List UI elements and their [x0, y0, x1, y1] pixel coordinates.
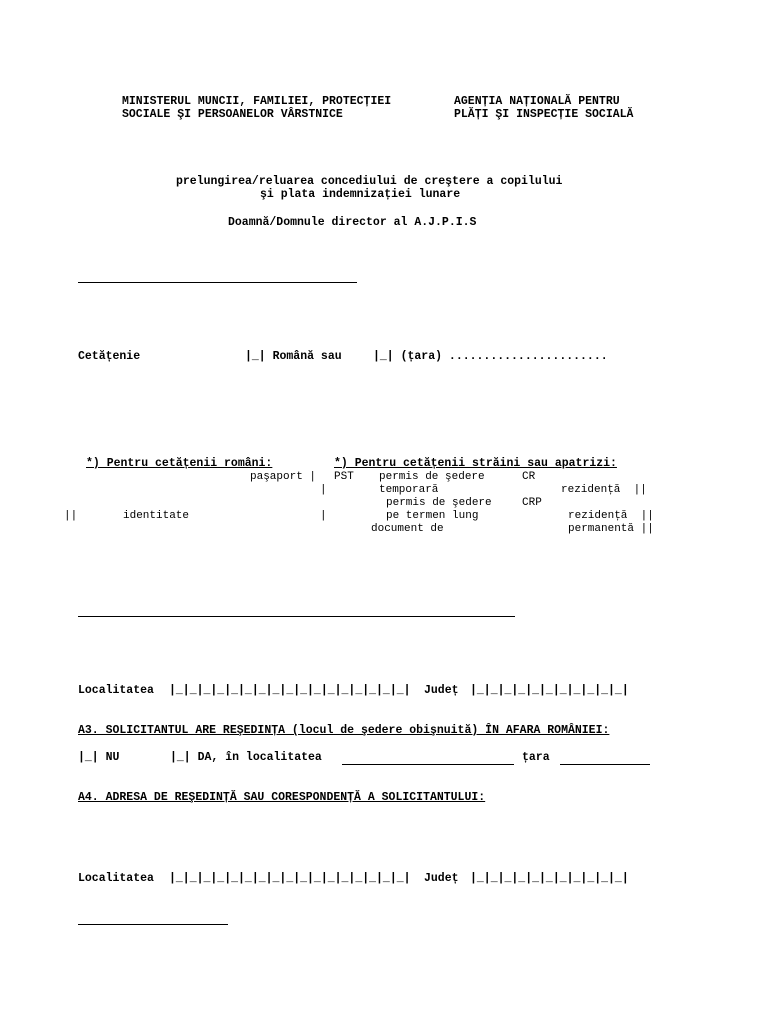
pst-label: PST	[334, 471, 354, 483]
localitate-field-line[interactable]	[342, 764, 514, 765]
permanenta-label: permanentă ||	[568, 523, 654, 535]
citizenship-label: Cetățenie	[78, 350, 141, 363]
cr-label: CR	[522, 471, 536, 483]
localitate-label: Localitatea	[78, 684, 154, 697]
permis-sedere-label: permis de şedere	[386, 497, 492, 509]
localitate-label: Localitatea	[78, 872, 154, 885]
identitate-label: identitate	[123, 510, 190, 522]
citizenship-other-checkbox[interactable]: |_| (țara) .......................	[373, 350, 608, 363]
crp-label: CRP	[522, 497, 542, 509]
temporara-label: temporară	[379, 484, 439, 496]
section-a3-heading: A3. SOLICITANTUL ARE REŞEDINȚA (locul de şedere obişnuită) ÎN AFARA ROMÂNIEI:	[78, 724, 610, 737]
separator-line	[78, 924, 228, 925]
rezidenta-label: rezidență ||	[561, 484, 647, 496]
document-de-label: document de	[371, 523, 444, 535]
pasaport-label: paşaport |	[250, 471, 317, 483]
a3-nu-checkbox[interactable]: |_| NU	[78, 751, 120, 764]
separator: |	[320, 484, 327, 496]
separator: ||	[64, 510, 78, 522]
termen-lung-label: pe termen lung	[386, 510, 479, 522]
signature-line	[78, 282, 357, 283]
agency-line-2: PLĂȚI ŞI INSPECȚIE SOCIALĂ	[454, 108, 634, 121]
ministry-line-2: SOCIALE ŞI PERSOANELOR VÂRSTNICE	[122, 108, 343, 121]
citizenship-romanian-checkbox[interactable]: |_| Română sau	[245, 350, 342, 363]
addressee-line: Doamnă/Domnule director al A.J.P.I.S	[228, 216, 477, 229]
separator-line	[78, 616, 515, 617]
permis-sedere-label: permis de şedere	[379, 471, 485, 483]
romanian-citizens-heading: *) Pentru cetățenii români:	[86, 457, 273, 470]
judet-input-boxes[interactable]: |_|_|_|_|_|_|_|_|_|_|_|	[470, 872, 629, 885]
tara-field-line[interactable]	[560, 764, 650, 765]
localitate-input-boxes[interactable]: |_|_|_|_|_|_|_|_|_|_|_|_|_|_|_|_|_|	[169, 684, 411, 697]
foreign-citizens-heading: *) Pentru cetățenii străini sau apatrizi:	[334, 457, 617, 470]
rezidenta-label: rezidență ||	[568, 510, 654, 522]
section-a4-heading: A4. ADRESA DE REŞEDINȚĂ SAU CORESPONDENȚĂ A SOLICITANTULUI:	[78, 791, 486, 804]
judet-label: Județ	[424, 684, 459, 697]
agency-line-1: AGENȚIA NAȚIONALĂ PENTRU	[454, 95, 620, 108]
a3-da-checkbox[interactable]: |_| DA, în localitatea	[170, 751, 322, 764]
title-line-1: prelungirea/reluarea concediului de creştere a copilului	[176, 175, 563, 188]
localitate-input-boxes[interactable]: |_|_|_|_|_|_|_|_|_|_|_|_|_|_|_|_|_|	[169, 872, 411, 885]
judet-input-boxes[interactable]: |_|_|_|_|_|_|_|_|_|_|_|	[470, 684, 629, 697]
judet-label: Județ	[424, 872, 459, 885]
separator: |	[320, 510, 327, 522]
tara-label: țara	[522, 751, 550, 764]
ministry-line-1: MINISTERUL MUNCII, FAMILIEI, PROTECȚIEI	[122, 95, 392, 108]
title-line-2: şi plata indemnizației lunare	[260, 188, 461, 201]
